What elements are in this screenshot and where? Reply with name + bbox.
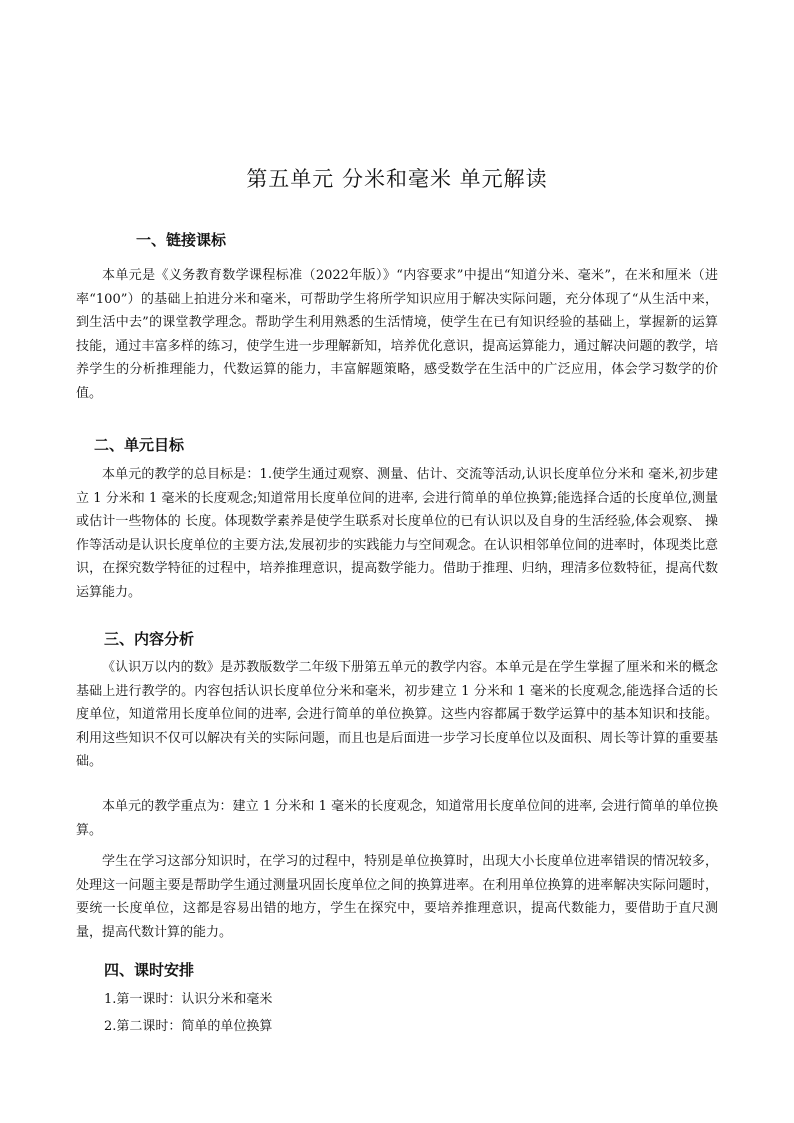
- section-heading-lesson-arrangement: 四、课时安排: [104, 961, 195, 979]
- paragraph-teaching-focus: 本单元的教学重点为：建立 1 分米和 1 毫米的长度观念，知道常用长度单位间的进率, 会进行简单的单位换算。: [76, 799, 718, 838]
- document-title: 第五单元 分米和毫米 单元解读: [246, 167, 548, 191]
- section-heading-curriculum-standard: 一、链接课标: [136, 231, 227, 249]
- paragraph-content-analysis: 《认识万以内的数》是苏教版数学二年级下册第五单元的教学内容。本单元是在学生掌握了厘米和米的概念基础上进行教学的。内容包括认识长度单位分米和毫米，初步建立 1 分米和 1 毫米的长度观念,能选择合适的长度单位，知道常用长度单位间的进率, 会进行简单的单位换算。这些内容都属于数学运算中的基本知识和技能。利用这些知识不仅可以解决有关的实际问题，而且也是后面进一步学习长度单位以及面积、周长等计算的重要基础。: [76, 660, 718, 769]
- paragraph-curriculum-standard: 本单元是《义务教育数学课程标准（2022年版）》“内容要求”中提出“知道分米、毫米”，在米和厘米（进率“100”）的基础上拍进分米和毫米，可帮助学生将所学知识应用于解决实际问题，充分体现了“从生活中来，到生活中去”的课堂教学理念。帮助学生利用熟悉的生活情境，使学生在已有知识经验的基础上，掌握新的运算技能，通过丰富多样的练习，使学生进一步理解新知，培养优化意识，提高运算能力，通过解决问题的教学，培养学生的分析推理能力，代数运算的能力，丰富解题策略，感受数学在生活中的广泛应用，体会学习数学的价值。: [76, 268, 718, 401]
- list-item-lesson-1: 1.第一课时：认识分米和毫米: [104, 992, 273, 1007]
- paragraph-unit-objectives: 本单元的教学的总目标是：1.使学生通过观察、测量、估计、交流等活动,认识长度单位分米和 毫米,初步建立 1 分米和 1 毫米的长度观念;知道常用长度单位间的进率, 会进行简单的单位换算;能选择合适的长度单位,测量或估计一些物体的 长度。体现数学素养是使学生联系对长度单位的已有认识以及自身的生活经验,体会观察、 操作等活动是认识长度单位的主要方法,发展初步的实践能力与空间观念。在认识相邻单位间的进率时，体现类比意识，在探究数学特征的过程中，培养推理意识，提高数学能力。借助于推理、归纳，理清多位数特征，提高代数运算能力。: [76, 467, 718, 600]
- section-heading-content-analysis: 三、内容分析: [104, 630, 195, 648]
- paragraph-learning-difficulties: 学生在学习这部分知识时，在学习的过程中，特别是单位换算时，出现大小长度单位进率错误的情况较多，处理这一问题主要是帮助学生通过测量巩固长度单位之间的换算进率。在利用单位换算的进率解决实际问题时，要统一长度单位，这都是容易出错的地方，学生在探究中，要培养推理意识，提高代数能力，要借助于直尺测量，提高代数计算的能力。: [76, 854, 718, 940]
- section-heading-unit-objectives: 二、单元目标: [94, 436, 185, 454]
- list-item-lesson-2: 2.第二课时：简单的单位换算: [104, 1019, 273, 1034]
